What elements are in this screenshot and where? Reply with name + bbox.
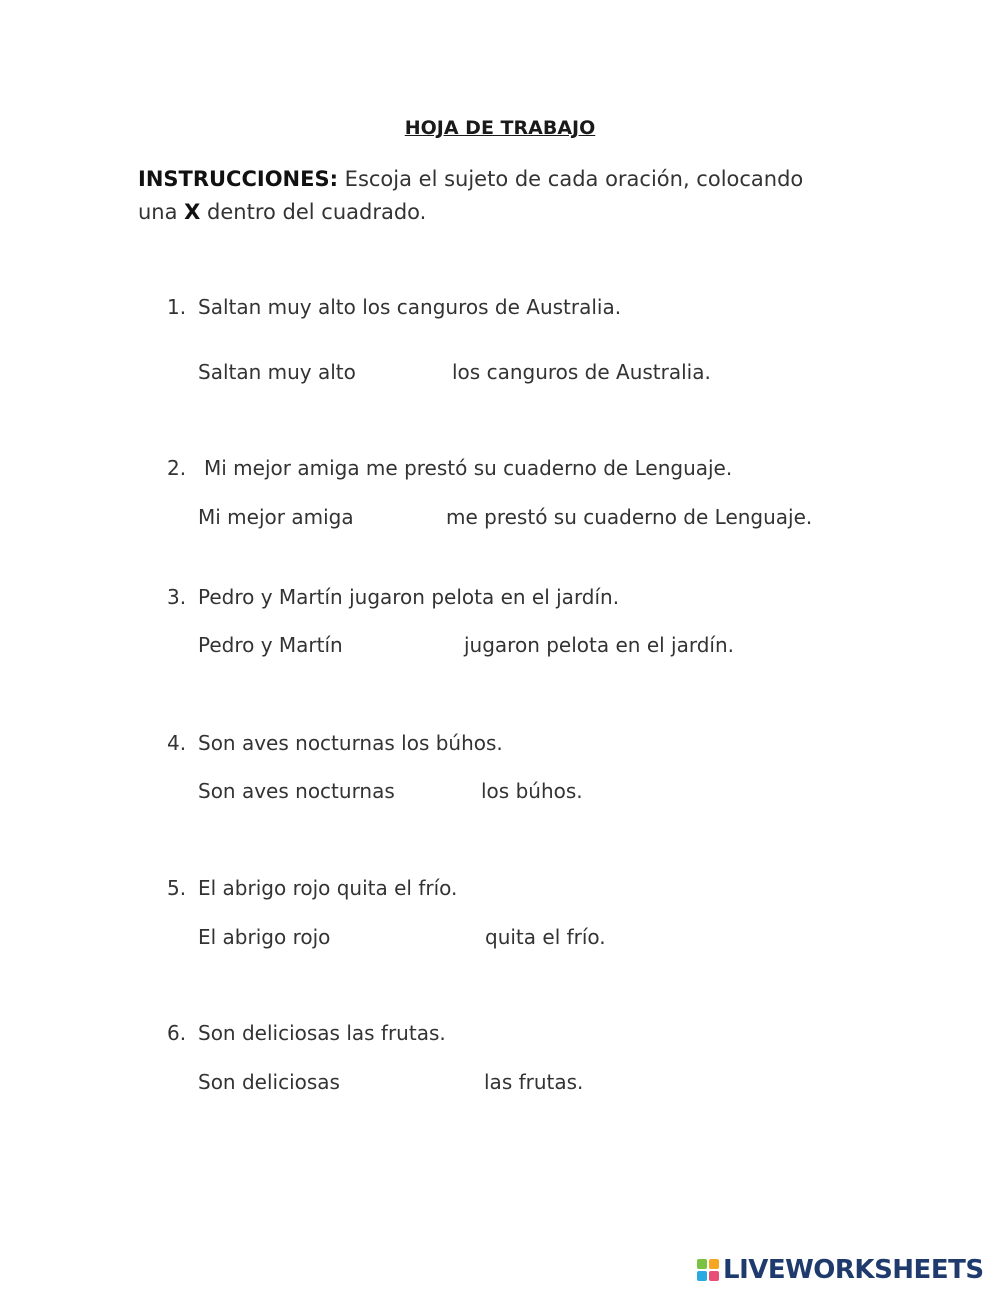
item-5-option-a[interactable]: El abrigo rojo [198,925,331,949]
logo-block-3 [697,1271,707,1281]
logo-block-4 [709,1271,719,1281]
item-1-number: 1. [167,295,187,319]
item-4-option-a[interactable]: Son aves nocturnas [198,779,395,803]
item-3-option-b[interactable]: jugaron pelota en el jardín. [464,633,735,657]
liveworksheets-logo [697,1255,984,1285]
logo-blocks-icon [697,1259,719,1281]
item-2-option-a[interactable]: Mi mejor amiga [198,505,354,529]
item-3-number: 3. [167,585,187,609]
worksheet-title: HOJA DE TRABAJO [404,117,596,139]
item-1-option-a[interactable]: Saltan muy alto [198,360,356,384]
instructions-text-2a: una [138,200,185,224]
item-4-option-b[interactable]: los búhos. [481,779,583,803]
item-1-option-b[interactable]: los canguros de Australia. [452,360,711,384]
item-2-option-b[interactable]: me prestó su cuaderno de Lenguaje. [446,505,813,529]
instructions-text-2b: dentro del cuadrado. [200,200,427,224]
logo-text: LIVEWORKSHEETS [723,1255,984,1285]
item-2-number: 2. [167,456,187,480]
item-6-number: 6. [167,1021,187,1045]
item-1-sentence: Saltan muy alto los canguros de Australia. [198,295,622,319]
instructions [138,163,858,229]
logo-block-2 [709,1259,719,1269]
item-3-option-a[interactable]: Pedro y Martín [198,633,343,657]
item-4-sentence: Son aves nocturnas los búhos. [198,731,503,755]
instructions-text-1: Escoja el sujeto de cada oración, colocando [338,167,804,191]
item-3-sentence: Pedro y Martín jugaron pelota en el jardín. [198,585,620,609]
logo-block-1 [697,1259,707,1269]
item-6-sentence: Son deliciosas las frutas. [198,1021,446,1045]
item-4-number: 4. [167,731,187,755]
instructions-mark: X [184,200,201,224]
instructions-label: INSTRUCCIONES: [138,167,338,191]
item-5-option-b[interactable]: quita el frío. [485,925,606,949]
item-5-number: 5. [167,876,187,900]
item-6-option-a[interactable]: Son deliciosas [198,1070,340,1094]
item-2-sentence: Mi mejor amiga me prestó su cuaderno de Lenguaje. [204,456,733,480]
item-6-option-b[interactable]: las frutas. [484,1070,584,1094]
item-5-sentence: El abrigo rojo quita el frío. [198,876,458,900]
